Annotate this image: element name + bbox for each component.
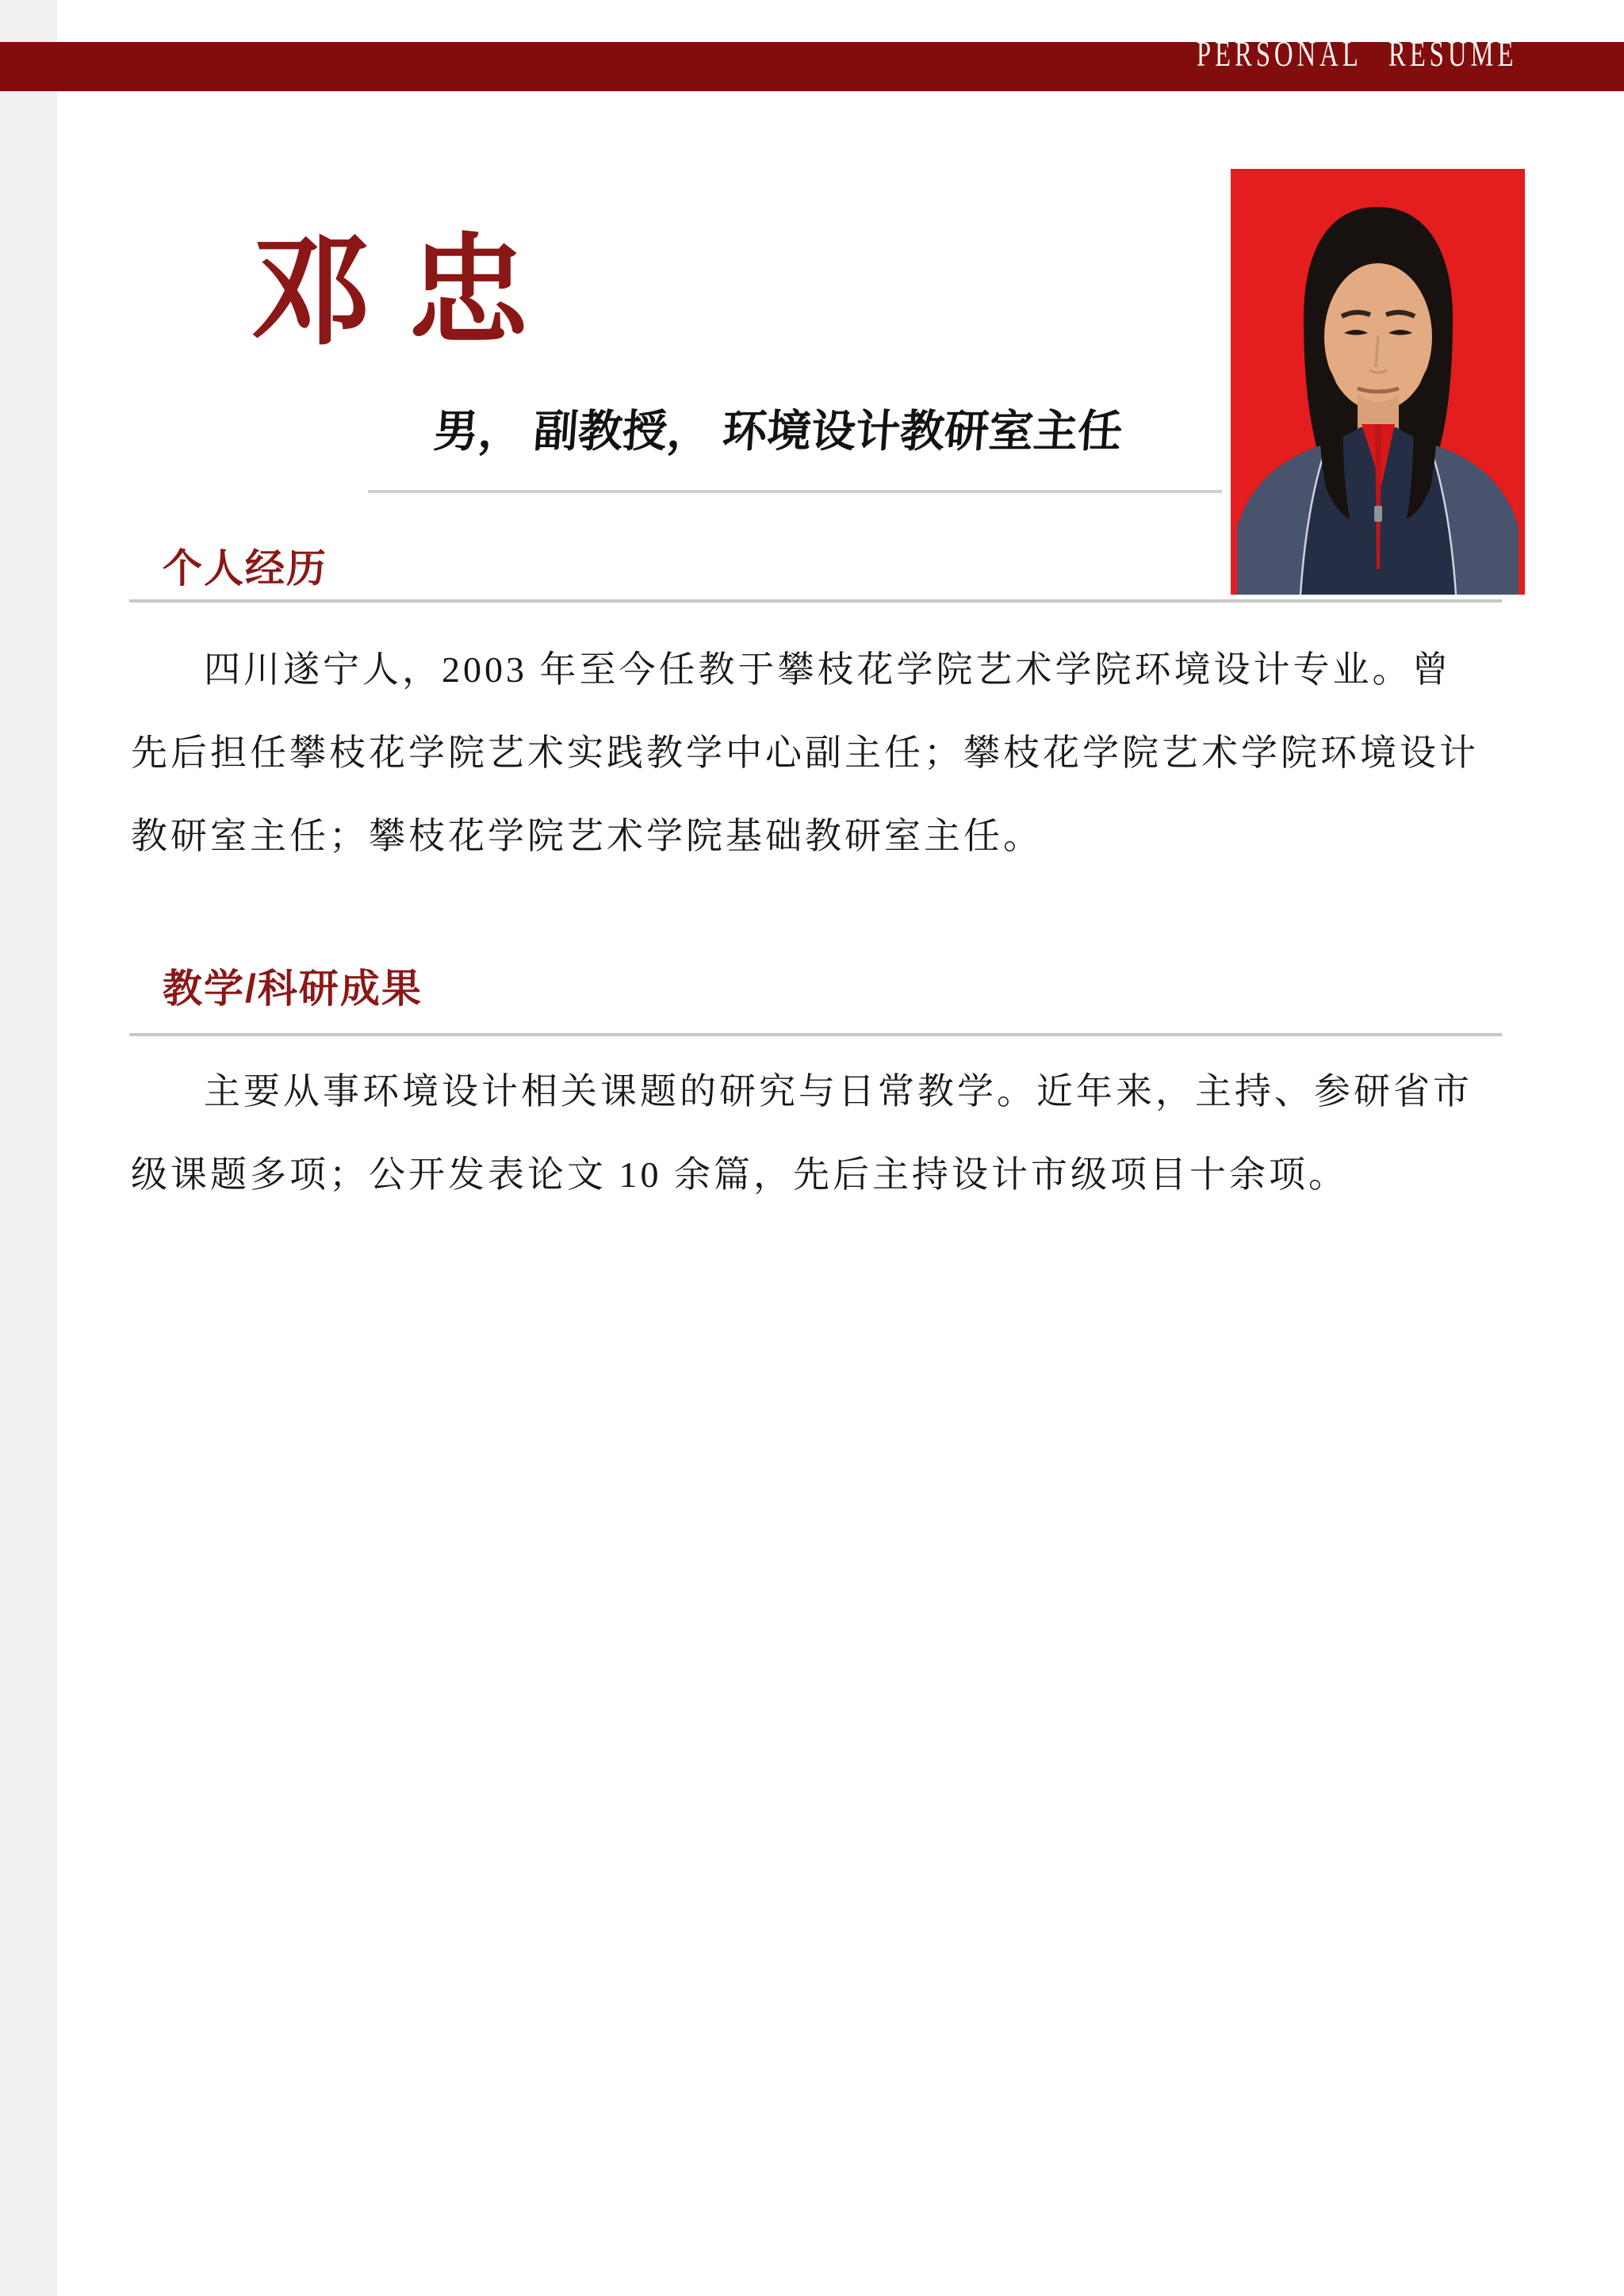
paragraph-line: 先后担任攀枝花学院艺术实践教学中心副主任；攀枝花学院艺术学院环境设计 bbox=[131, 733, 1479, 773]
section-title-personal-history: 个人经历 bbox=[163, 546, 327, 591]
banner-title: PERSONAL RESUME bbox=[1196, 33, 1517, 75]
profile-photo bbox=[1231, 169, 1525, 595]
zipper-pull bbox=[1374, 506, 1382, 522]
personal-history-paragraph bbox=[131, 628, 1538, 878]
left-margin-stripe bbox=[0, 0, 57, 2296]
person-subtitle: 男， 副教授， 环境设计教研室主任 bbox=[432, 408, 1124, 457]
section-divider bbox=[129, 1033, 1502, 1036]
paragraph-line: 教研室主任；攀枝花学院艺术学院基础教研室主任。 bbox=[131, 816, 1043, 856]
teaching-research-paragraph bbox=[131, 1050, 1538, 1216]
paragraph-line: 级课题多项；公开发表论文 10 余篇，先后主持设计市级项目十余项。 bbox=[131, 1154, 1348, 1195]
section-divider bbox=[129, 599, 1502, 603]
person-name: 邓 忠 bbox=[251, 224, 530, 359]
paragraph-line: 主要从事环境设计相关课题的研究与日常教学。近年来，主持、参研省市 bbox=[204, 1071, 1473, 1112]
subtitle-divider bbox=[368, 490, 1222, 493]
section-title-teaching-research: 教学/科研成果 bbox=[163, 966, 423, 1011]
paragraph-line: 四川遂宁人，2003 年至今任教于攀枝花学院艺术学院环境设计专业。曾 bbox=[204, 649, 1452, 690]
